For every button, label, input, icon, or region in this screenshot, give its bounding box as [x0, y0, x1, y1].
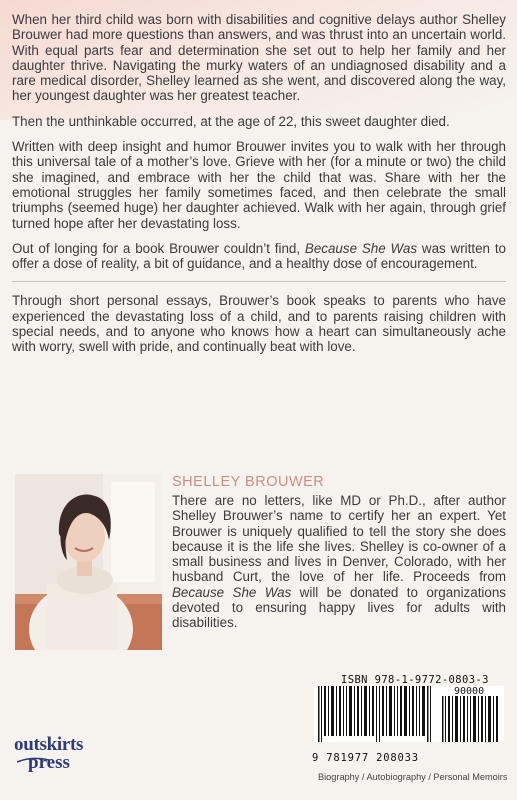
- isbn-label: ISBN 978-1-9772-0803-3: [341, 674, 489, 686]
- book-title-italic: Because She Was: [304, 240, 418, 256]
- publisher-name-line-2: press: [28, 752, 70, 773]
- back-cover-synopsis: [12, 12, 506, 365]
- bio-text-b: will be donated to organizations devoted to ensuring happy lives for adults with disabilities.: [172, 584, 506, 631]
- publisher-logo: [14, 736, 83, 772]
- section-divider: [12, 281, 506, 282]
- synopsis-paragraph-4: [12, 241, 506, 272]
- isbn-barcode: [314, 686, 504, 742]
- author-photo: [15, 474, 162, 650]
- p4-text-a: Out of longing for a book Brouwer couldn’t find,: [12, 240, 305, 256]
- publisher-name-line-1: outskirts: [14, 734, 84, 755]
- synopsis-paragraph-1: When her third child was born with disabilities and cognitive delays author Shelley Brouwer had more questions than answers, and was thrust into an uncertain world. With equal parts fear and determination she set out to help her family and her daughter thrive. Navigating the murky waters of an undiagnosed disability and a rare medical disorder, Shelley learned as she went, and discovered along the way, her youngest daughter was her greatest teacher.: [12, 12, 506, 104]
- synopsis-paragraph-5: Through short personal essays, Brouwer’s book speaks to parents who have experienced the devastating loss of a child, and to parents raising children with special needs, and to anyone who knows how a heart can simultaneously ache with worry, swell with pride, and continually beat with love.: [12, 293, 506, 355]
- bisac-categories: Biography / Autobiography / Personal Memoirs: [318, 772, 508, 782]
- author-name-heading: SHELLEY BROUWER: [172, 474, 325, 490]
- synopsis-paragraph-3: Written with deep insight and humor Brouwer invites you to walk with her through this universal tale of a mother’s love. Grieve with her (for a minute or two) the child she imagined, and embrace with her the child that was. Share with her the emotional struggles her family sometimes faced, and then celebrate the small triumphs (seemed huge) her daughter achieved. Walk with her again, through grief turned hope after her devastating loss.: [12, 139, 506, 231]
- author-bio: [172, 493, 506, 631]
- barcode-digits: 9 781977 208033: [312, 752, 419, 764]
- publisher-swoosh-icon: [16, 756, 50, 764]
- barcode-addon-digits: 90000: [454, 686, 485, 697]
- bio-text-a: There are no letters, like MD or Ph.D., after author Shelley Brouwer’s name to certify her an expert. Yet Brouwer is uniquely qualified to tell the story she does because it is the life she lives. Shelley is co-owner of a small business and lives in Denver, Colorado, with her husband Curt, the love of her life. Proceeds from: [172, 493, 506, 585]
- p4-text-b: was written to offer a dose of reality, a bit of guidance, and a healthy dose of encouragement.: [12, 240, 506, 272]
- bio-book-title: Because She Was: [172, 584, 292, 600]
- synopsis-paragraph-2: Then the unthinkable occurred, at the age of 22, this sweet daughter died.: [12, 113, 450, 129]
